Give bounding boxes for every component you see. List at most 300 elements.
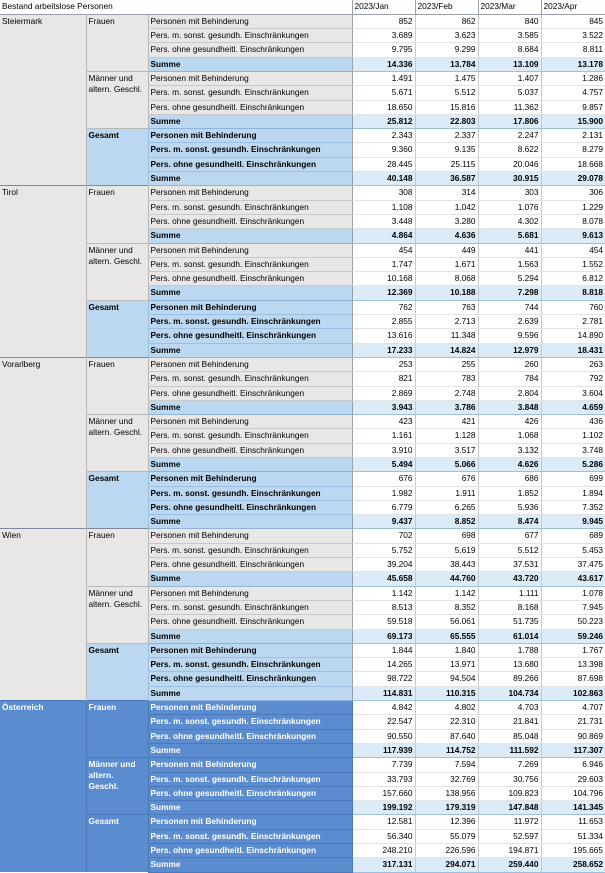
region-label: Tirol bbox=[0, 186, 86, 358]
group-label: Frauen bbox=[86, 701, 148, 758]
table-row bbox=[0, 415, 605, 429]
group-label: Männer und altern. Geschl. bbox=[86, 415, 148, 472]
sum-value-cell: 22.803 bbox=[415, 114, 478, 128]
category-label: Pers. ohne gesundheitl. Einschränkungen bbox=[148, 157, 352, 171]
sum-label: Summe bbox=[148, 114, 352, 128]
sum-label: Summe bbox=[148, 801, 352, 815]
category-label: Pers. m. sonst. gesundh. Einschränkungen bbox=[148, 600, 352, 614]
value-cell: 744 bbox=[478, 300, 541, 314]
value-cell: 29.603 bbox=[541, 772, 605, 786]
value-cell: 2.781 bbox=[541, 315, 605, 329]
value-cell: 5.512 bbox=[478, 543, 541, 557]
sum-label: Summe bbox=[148, 743, 352, 757]
category-label: Pers. ohne gesundheitl. Einschränkungen bbox=[148, 558, 352, 572]
value-cell: 4.707 bbox=[541, 701, 605, 715]
value-cell: 1.142 bbox=[415, 586, 478, 600]
group-label: Männer und altern. Geschl. bbox=[86, 586, 148, 643]
sum-label: Summe bbox=[148, 572, 352, 586]
value-cell: 2.713 bbox=[415, 315, 478, 329]
value-cell: 30.756 bbox=[478, 772, 541, 786]
value-cell: 38.443 bbox=[415, 558, 478, 572]
month-header: 2023/Feb bbox=[415, 0, 478, 14]
sum-value-cell: 5.681 bbox=[478, 229, 541, 243]
category-label: Pers. m. sonst. gesundh. Einschränkungen bbox=[148, 200, 352, 214]
value-cell: 1.671 bbox=[415, 257, 478, 271]
value-cell: 2.869 bbox=[352, 386, 415, 400]
sum-label: Summe bbox=[148, 458, 352, 472]
value-cell: 1.407 bbox=[478, 71, 541, 85]
sum-value-cell: 8.474 bbox=[478, 515, 541, 529]
sum-value-cell: 7.298 bbox=[478, 286, 541, 300]
value-cell: 4.302 bbox=[478, 214, 541, 228]
value-cell: 20.046 bbox=[478, 157, 541, 171]
value-cell: 762 bbox=[352, 300, 415, 314]
value-cell: 2.748 bbox=[415, 386, 478, 400]
value-cell: 12.396 bbox=[415, 815, 478, 829]
value-cell: 1.852 bbox=[478, 486, 541, 500]
value-cell: 2.804 bbox=[478, 386, 541, 400]
table-row bbox=[0, 815, 605, 829]
value-cell: 14.890 bbox=[541, 329, 605, 343]
month-header: 2023/Apr bbox=[541, 0, 605, 14]
sum-value-cell: 69.173 bbox=[352, 629, 415, 643]
value-cell: 255 bbox=[415, 357, 478, 371]
category-label: Pers. ohne gesundheitl. Einschränkungen bbox=[148, 500, 352, 514]
value-cell: 1.111 bbox=[478, 586, 541, 600]
table-row bbox=[0, 357, 605, 371]
value-cell: 9.795 bbox=[352, 43, 415, 57]
value-cell: 1.552 bbox=[541, 257, 605, 271]
value-cell: 37.531 bbox=[478, 558, 541, 572]
category-label: Pers. m. sonst. gesundh. Einschränkungen bbox=[148, 143, 352, 157]
month-header: 2023/Jan bbox=[352, 0, 415, 14]
value-cell: 6.946 bbox=[541, 758, 605, 772]
table-row bbox=[0, 71, 605, 85]
value-cell: 677 bbox=[478, 529, 541, 543]
category-label: Pers. ohne gesundheitl. Einschränkungen bbox=[148, 443, 352, 457]
sum-value-cell: 36.587 bbox=[415, 172, 478, 186]
value-cell: 698 bbox=[415, 529, 478, 543]
sum-value-cell: 29.078 bbox=[541, 172, 605, 186]
value-cell: 253 bbox=[352, 357, 415, 371]
value-cell: 94.504 bbox=[415, 672, 478, 686]
sum-label: Summe bbox=[148, 286, 352, 300]
value-cell: 13.398 bbox=[541, 658, 605, 672]
value-cell: 3.522 bbox=[541, 29, 605, 43]
sum-value-cell: 258.652 bbox=[541, 858, 605, 872]
sum-value-cell: 9.613 bbox=[541, 229, 605, 243]
sum-value-cell: 44.760 bbox=[415, 572, 478, 586]
value-cell: 85.048 bbox=[478, 729, 541, 743]
region-label: Österreich bbox=[0, 701, 86, 873]
value-cell: 2.343 bbox=[352, 129, 415, 143]
value-cell: 5.671 bbox=[352, 86, 415, 100]
value-cell: 12.581 bbox=[352, 815, 415, 829]
value-cell: 1.747 bbox=[352, 257, 415, 271]
value-cell: 21.731 bbox=[541, 715, 605, 729]
value-cell: 3.517 bbox=[415, 443, 478, 457]
sum-value-cell: 45.658 bbox=[352, 572, 415, 586]
value-cell: 8.684 bbox=[478, 43, 541, 57]
sum-value-cell: 114.831 bbox=[352, 686, 415, 700]
value-cell: 157.660 bbox=[352, 786, 415, 800]
category-label: Pers. ohne gesundheitl. Einschränkungen bbox=[148, 844, 352, 858]
sum-label: Summe bbox=[148, 229, 352, 243]
value-cell: 1.563 bbox=[478, 257, 541, 271]
value-cell: 454 bbox=[541, 243, 605, 257]
value-cell: 862 bbox=[415, 14, 478, 28]
value-cell: 14.265 bbox=[352, 658, 415, 672]
value-cell: 5.294 bbox=[478, 272, 541, 286]
sum-value-cell: 4.659 bbox=[541, 400, 605, 414]
category-label: Personen mit Behinderung bbox=[148, 701, 352, 715]
value-cell: 783 bbox=[415, 372, 478, 386]
value-cell: 423 bbox=[352, 415, 415, 429]
sum-label: Summe bbox=[148, 858, 352, 872]
value-cell: 1.840 bbox=[415, 643, 478, 657]
value-cell: 852 bbox=[352, 14, 415, 28]
value-cell: 1.108 bbox=[352, 200, 415, 214]
sum-value-cell: 15.900 bbox=[541, 114, 605, 128]
sum-value-cell: 102.863 bbox=[541, 686, 605, 700]
value-cell: 1.982 bbox=[352, 486, 415, 500]
value-cell: 87.698 bbox=[541, 672, 605, 686]
value-cell: 21.841 bbox=[478, 715, 541, 729]
value-cell: 1.128 bbox=[415, 429, 478, 443]
table-row bbox=[0, 14, 605, 28]
value-cell: 760 bbox=[541, 300, 605, 314]
value-cell: 1.788 bbox=[478, 643, 541, 657]
value-cell: 784 bbox=[478, 372, 541, 386]
sum-value-cell: 9.437 bbox=[352, 515, 415, 529]
sum-value-cell: 4.636 bbox=[415, 229, 478, 243]
sum-value-cell: 110.315 bbox=[415, 686, 478, 700]
sum-value-cell: 17.233 bbox=[352, 343, 415, 357]
value-cell: 7.269 bbox=[478, 758, 541, 772]
category-label: Pers. ohne gesundheitl. Einschränkungen bbox=[148, 615, 352, 629]
value-cell: 1.076 bbox=[478, 200, 541, 214]
sum-value-cell: 14.336 bbox=[352, 57, 415, 71]
value-cell: 699 bbox=[541, 472, 605, 486]
value-cell: 56.061 bbox=[415, 615, 478, 629]
value-cell: 109.823 bbox=[478, 786, 541, 800]
value-cell: 3.448 bbox=[352, 214, 415, 228]
group-label: Gesamt bbox=[86, 815, 148, 872]
value-cell: 8.513 bbox=[352, 600, 415, 614]
category-label: Personen mit Behinderung bbox=[148, 815, 352, 829]
header-row bbox=[0, 0, 605, 14]
category-label: Pers. m. sonst. gesundh. Einschränkungen bbox=[148, 829, 352, 843]
value-cell: 1.078 bbox=[541, 586, 605, 600]
value-cell: 702 bbox=[352, 529, 415, 543]
category-label: Pers. ohne gesundheitl. Einschränkungen bbox=[148, 43, 352, 57]
value-cell: 226.596 bbox=[415, 844, 478, 858]
group-label: Frauen bbox=[86, 529, 148, 586]
value-cell: 840 bbox=[478, 14, 541, 28]
category-label: Pers. m. sonst. gesundh. Einschränkungen bbox=[148, 715, 352, 729]
category-label: Personen mit Behinderung bbox=[148, 529, 352, 543]
value-cell: 3.132 bbox=[478, 443, 541, 457]
value-cell: 195.665 bbox=[541, 844, 605, 858]
table-row bbox=[0, 529, 605, 543]
category-label: Personen mit Behinderung bbox=[148, 129, 352, 143]
value-cell: 1.911 bbox=[415, 486, 478, 500]
value-cell: 90.550 bbox=[352, 729, 415, 743]
table-row bbox=[0, 643, 605, 657]
value-cell: 7.945 bbox=[541, 600, 605, 614]
value-cell: 260 bbox=[478, 357, 541, 371]
sum-value-cell: 5.066 bbox=[415, 458, 478, 472]
value-cell: 821 bbox=[352, 372, 415, 386]
value-cell: 686 bbox=[478, 472, 541, 486]
value-cell: 11.362 bbox=[478, 100, 541, 114]
value-cell: 8.811 bbox=[541, 43, 605, 57]
value-cell: 22.310 bbox=[415, 715, 478, 729]
value-cell: 33.793 bbox=[352, 772, 415, 786]
value-cell: 90.869 bbox=[541, 729, 605, 743]
category-label: Pers. m. sonst. gesundh. Einschränkungen bbox=[148, 257, 352, 271]
value-cell: 5.752 bbox=[352, 543, 415, 557]
table-title: Bestand arbeitslose Personen bbox=[0, 0, 352, 14]
category-label: Pers. ohne gesundheitl. Einschränkungen bbox=[148, 729, 352, 743]
sum-label: Summe bbox=[148, 629, 352, 643]
category-label: Personen mit Behinderung bbox=[148, 758, 352, 772]
value-cell: 306 bbox=[541, 186, 605, 200]
sum-value-cell: 141.345 bbox=[541, 801, 605, 815]
sum-value-cell: 12.979 bbox=[478, 343, 541, 357]
value-cell: 13.971 bbox=[415, 658, 478, 672]
value-cell: 1.229 bbox=[541, 200, 605, 214]
value-cell: 1.767 bbox=[541, 643, 605, 657]
value-cell: 8.068 bbox=[415, 272, 478, 286]
group-label: Männer und altern. Geschl. bbox=[86, 758, 148, 815]
sum-value-cell: 179.319 bbox=[415, 801, 478, 815]
value-cell: 1.286 bbox=[541, 71, 605, 85]
sum-value-cell: 5.494 bbox=[352, 458, 415, 472]
category-label: Pers. m. sonst. gesundh. Einschränkungen bbox=[148, 486, 352, 500]
sum-value-cell: 12.369 bbox=[352, 286, 415, 300]
value-cell: 248.210 bbox=[352, 844, 415, 858]
value-cell: 51.735 bbox=[478, 615, 541, 629]
value-cell: 11.972 bbox=[478, 815, 541, 829]
sum-value-cell: 43.617 bbox=[541, 572, 605, 586]
value-cell: 3.689 bbox=[352, 29, 415, 43]
category-label: Pers. ohne gesundheitl. Einschränkungen bbox=[148, 100, 352, 114]
sum-value-cell: 43.720 bbox=[478, 572, 541, 586]
value-cell: 13.616 bbox=[352, 329, 415, 343]
value-cell: 7.352 bbox=[541, 500, 605, 514]
category-label: Personen mit Behinderung bbox=[148, 186, 352, 200]
table-row bbox=[0, 300, 605, 314]
group-label: Männer und altern. Geschl. bbox=[86, 243, 148, 300]
value-cell: 449 bbox=[415, 243, 478, 257]
value-cell: 308 bbox=[352, 186, 415, 200]
value-cell: 3.604 bbox=[541, 386, 605, 400]
value-cell: 3.748 bbox=[541, 443, 605, 457]
sum-label: Summe bbox=[148, 57, 352, 71]
sum-value-cell: 147.848 bbox=[478, 801, 541, 815]
value-cell: 39.204 bbox=[352, 558, 415, 572]
value-cell: 689 bbox=[541, 529, 605, 543]
value-cell: 52.597 bbox=[478, 829, 541, 843]
value-cell: 2.855 bbox=[352, 315, 415, 329]
sum-value-cell: 5.286 bbox=[541, 458, 605, 472]
sum-value-cell: 25.812 bbox=[352, 114, 415, 128]
category-label: Pers. ohne gesundheitl. Einschränkungen bbox=[148, 386, 352, 400]
value-cell: 9.857 bbox=[541, 100, 605, 114]
sum-value-cell: 117.939 bbox=[352, 743, 415, 757]
value-cell: 6.779 bbox=[352, 500, 415, 514]
value-cell: 3.280 bbox=[415, 214, 478, 228]
value-cell: 11.348 bbox=[415, 329, 478, 343]
value-cell: 436 bbox=[541, 415, 605, 429]
region-label: Vorarlberg bbox=[0, 357, 86, 529]
value-cell: 2.337 bbox=[415, 129, 478, 143]
sum-value-cell: 17.806 bbox=[478, 114, 541, 128]
value-cell: 8.078 bbox=[541, 214, 605, 228]
value-cell: 303 bbox=[478, 186, 541, 200]
value-cell: 9.135 bbox=[415, 143, 478, 157]
sum-value-cell: 61.014 bbox=[478, 629, 541, 643]
sum-value-cell: 14.824 bbox=[415, 343, 478, 357]
value-cell: 263 bbox=[541, 357, 605, 371]
value-cell: 1.475 bbox=[415, 71, 478, 85]
category-label: Personen mit Behinderung bbox=[148, 643, 352, 657]
value-cell: 3.910 bbox=[352, 443, 415, 457]
value-cell: 104.796 bbox=[541, 786, 605, 800]
value-cell: 3.585 bbox=[478, 29, 541, 43]
sum-value-cell: 40.148 bbox=[352, 172, 415, 186]
sum-value-cell: 18.431 bbox=[541, 343, 605, 357]
value-cell: 2.131 bbox=[541, 129, 605, 143]
month-header: 2023/Mar bbox=[478, 0, 541, 14]
category-label: Pers. ohne gesundheitl. Einschränkungen bbox=[148, 214, 352, 228]
value-cell: 32.769 bbox=[415, 772, 478, 786]
value-cell: 441 bbox=[478, 243, 541, 257]
sum-value-cell: 3.786 bbox=[415, 400, 478, 414]
table-row bbox=[0, 129, 605, 143]
category-label: Pers. ohne gesundheitl. Einschränkungen bbox=[148, 672, 352, 686]
sum-value-cell: 9.945 bbox=[541, 515, 605, 529]
value-cell: 454 bbox=[352, 243, 415, 257]
sum-value-cell: 294.071 bbox=[415, 858, 478, 872]
category-label: Pers. m. sonst. gesundh. Einschränkungen bbox=[148, 86, 352, 100]
value-cell: 55.079 bbox=[415, 829, 478, 843]
value-cell: 6.812 bbox=[541, 272, 605, 286]
value-cell: 1.161 bbox=[352, 429, 415, 443]
category-label: Pers. m. sonst. gesundh. Einschränkungen bbox=[148, 543, 352, 557]
sum-label: Summe bbox=[148, 515, 352, 529]
value-cell: 9.596 bbox=[478, 329, 541, 343]
sum-value-cell: 114.752 bbox=[415, 743, 478, 757]
sum-value-cell: 3.943 bbox=[352, 400, 415, 414]
value-cell: 8.622 bbox=[478, 143, 541, 157]
table-row bbox=[0, 758, 605, 772]
value-cell: 1.844 bbox=[352, 643, 415, 657]
value-cell: 5.936 bbox=[478, 500, 541, 514]
value-cell: 8.168 bbox=[478, 600, 541, 614]
table-row bbox=[0, 701, 605, 715]
category-label: Pers. m. sonst. gesundh. Einschränkungen bbox=[148, 658, 352, 672]
sum-value-cell: 8.852 bbox=[415, 515, 478, 529]
value-cell: 51.334 bbox=[541, 829, 605, 843]
category-label: Personen mit Behinderung bbox=[148, 243, 352, 257]
value-cell: 8.352 bbox=[415, 600, 478, 614]
sum-value-cell: 104.734 bbox=[478, 686, 541, 700]
value-cell: 50.223 bbox=[541, 615, 605, 629]
sum-label: Summe bbox=[148, 172, 352, 186]
value-cell: 426 bbox=[478, 415, 541, 429]
category-label: Personen mit Behinderung bbox=[148, 300, 352, 314]
value-cell: 18.668 bbox=[541, 157, 605, 171]
value-cell: 5.037 bbox=[478, 86, 541, 100]
value-cell: 9.299 bbox=[415, 43, 478, 57]
value-cell: 59.518 bbox=[352, 615, 415, 629]
group-label: Gesamt bbox=[86, 300, 148, 357]
value-cell: 1.068 bbox=[478, 429, 541, 443]
value-cell: 1.102 bbox=[541, 429, 605, 443]
category-label: Personen mit Behinderung bbox=[148, 586, 352, 600]
sum-value-cell: 4.626 bbox=[478, 458, 541, 472]
value-cell: 763 bbox=[415, 300, 478, 314]
value-cell: 4.802 bbox=[415, 701, 478, 715]
group-label: Gesamt bbox=[86, 472, 148, 529]
category-label: Personen mit Behinderung bbox=[148, 357, 352, 371]
category-label: Pers. ohne gesundheitl. Einschränkungen bbox=[148, 329, 352, 343]
value-cell: 7.594 bbox=[415, 758, 478, 772]
sum-value-cell: 317.131 bbox=[352, 858, 415, 872]
region-label: Steiermark bbox=[0, 14, 86, 186]
value-cell: 13.680 bbox=[478, 658, 541, 672]
group-label: Männer und altern. Geschl. bbox=[86, 71, 148, 128]
sum-label: Summe bbox=[148, 686, 352, 700]
sum-value-cell: 59.246 bbox=[541, 629, 605, 643]
category-label: Pers. ohne gesundheitl. Einschränkungen bbox=[148, 786, 352, 800]
sum-value-cell: 3.848 bbox=[478, 400, 541, 414]
sum-value-cell: 4.864 bbox=[352, 229, 415, 243]
value-cell: 11.653 bbox=[541, 815, 605, 829]
category-label: Pers. m. sonst. gesundh. Einschränkungen bbox=[148, 372, 352, 386]
value-cell: 1.142 bbox=[352, 586, 415, 600]
value-cell: 5.512 bbox=[415, 86, 478, 100]
value-cell: 8.279 bbox=[541, 143, 605, 157]
sum-label: Summe bbox=[148, 343, 352, 357]
value-cell: 28.445 bbox=[352, 157, 415, 171]
value-cell: 4.757 bbox=[541, 86, 605, 100]
sum-value-cell: 117.307 bbox=[541, 743, 605, 757]
group-label: Frauen bbox=[86, 357, 148, 414]
group-label: Gesamt bbox=[86, 129, 148, 186]
sum-value-cell: 259.440 bbox=[478, 858, 541, 872]
table-body bbox=[0, 14, 605, 872]
category-label: Pers. m. sonst. gesundh. Einschränkungen bbox=[148, 29, 352, 43]
value-cell: 9.360 bbox=[352, 143, 415, 157]
category-label: Personen mit Behinderung bbox=[148, 14, 352, 28]
value-cell: 138.956 bbox=[415, 786, 478, 800]
value-cell: 792 bbox=[541, 372, 605, 386]
value-cell: 421 bbox=[415, 415, 478, 429]
table-row bbox=[0, 243, 605, 257]
category-label: Personen mit Behinderung bbox=[148, 472, 352, 486]
value-cell: 89.266 bbox=[478, 672, 541, 686]
value-cell: 1.491 bbox=[352, 71, 415, 85]
sum-value-cell: 199.192 bbox=[352, 801, 415, 815]
table-row bbox=[0, 586, 605, 600]
category-label: Pers. m. sonst. gesundh. Einschränkungen bbox=[148, 315, 352, 329]
sum-value-cell: 8.818 bbox=[541, 286, 605, 300]
group-label: Frauen bbox=[86, 14, 148, 71]
sum-value-cell: 111.592 bbox=[478, 743, 541, 757]
